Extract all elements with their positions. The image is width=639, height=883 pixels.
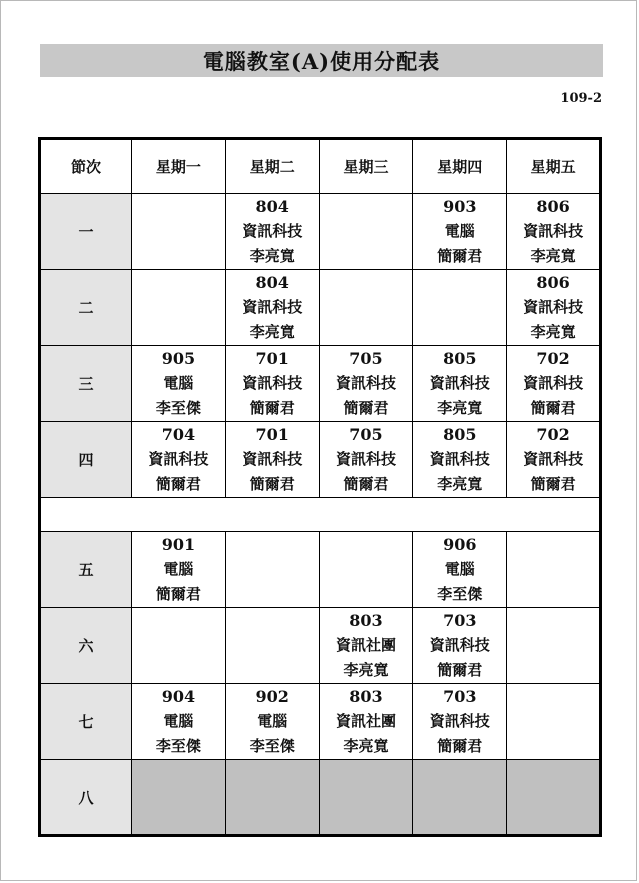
schedule-cell <box>132 194 226 270</box>
schedule-cell <box>225 270 319 346</box>
teacher: 簡爾君 <box>343 475 389 493</box>
schedule-cell <box>132 270 226 346</box>
teacher: 李至傑 <box>155 737 201 755</box>
period-label: 八 <box>40 760 132 836</box>
subject: 資訊科技 <box>429 712 490 730</box>
teacher: 李至傑 <box>249 737 295 755</box>
schedule-cell <box>413 684 507 760</box>
subject: 資訊科技 <box>335 450 396 468</box>
subject: 資訊科技 <box>242 374 303 392</box>
schedule-cell <box>225 684 319 760</box>
teacher: 簡爾君 <box>530 399 576 417</box>
subject: 電腦 <box>257 712 288 730</box>
header-wednesday: 星期三 <box>319 139 413 194</box>
room-number: 902 <box>255 687 289 706</box>
subject: 資訊科技 <box>242 222 303 240</box>
schedule-cell <box>507 532 601 608</box>
room-number: 905 <box>161 349 196 368</box>
subject: 資訊科技 <box>523 298 584 316</box>
teacher: 簡爾君 <box>437 247 483 265</box>
subject: 資訊科技 <box>523 450 584 468</box>
room-number: 703 <box>443 611 477 630</box>
room-number: 701 <box>255 349 289 368</box>
room-number: 704 <box>161 425 196 444</box>
period-label: 五 <box>40 532 132 608</box>
subject: 電腦 <box>444 560 475 578</box>
subject: 資訊科技 <box>429 450 490 468</box>
teacher: 簡爾君 <box>249 399 295 417</box>
schedule-cell <box>507 608 601 684</box>
teacher: 李亮寬 <box>530 247 576 265</box>
teacher: 簡爾君 <box>530 475 576 493</box>
schedule-cell <box>225 346 319 422</box>
subject: 電腦 <box>163 712 194 730</box>
period-label: 三 <box>40 346 132 422</box>
schedule-cell-shaded <box>225 760 319 836</box>
schedule-cell <box>319 194 413 270</box>
schedule-cell <box>413 608 507 684</box>
room-number: 701 <box>255 425 289 444</box>
teacher: 李亮寬 <box>437 475 483 493</box>
subject: 資訊科技 <box>429 374 490 392</box>
teacher: 李亮寬 <box>249 323 295 341</box>
schedule-cell <box>225 532 319 608</box>
schedule-cell <box>225 608 319 684</box>
schedule-cell <box>507 422 601 498</box>
schedule-cell <box>413 270 507 346</box>
table-row <box>40 422 601 498</box>
room-number: 702 <box>536 425 570 444</box>
room-number: 903 <box>443 197 477 216</box>
teacher: 簡爾君 <box>155 585 201 603</box>
schedule-cell <box>132 608 226 684</box>
subject: 資訊社團 <box>335 636 396 654</box>
schedule-cell <box>507 194 601 270</box>
room-number: 703 <box>443 687 477 706</box>
schedule-cell <box>132 532 226 608</box>
subject: 資訊科技 <box>148 450 209 468</box>
subject: 電腦 <box>444 222 475 240</box>
teacher: 李至傑 <box>155 399 201 417</box>
table-row <box>40 270 601 346</box>
room-number: 705 <box>349 425 383 444</box>
period-label: 七 <box>40 684 132 760</box>
schedule-cell <box>507 684 601 760</box>
document-code: 109-2 <box>560 91 602 106</box>
period-label: 一 <box>40 194 132 270</box>
subject: 資訊科技 <box>523 374 584 392</box>
teacher: 李亮寬 <box>530 323 576 341</box>
subject: 電腦 <box>163 560 194 578</box>
schedule-cell <box>319 684 413 760</box>
table-row <box>40 684 601 760</box>
room-number: 806 <box>536 273 570 292</box>
room-number: 803 <box>349 611 383 630</box>
schedule-cell <box>319 422 413 498</box>
room-number: 901 <box>161 535 196 554</box>
period-label: 六 <box>40 608 132 684</box>
schedule-cell <box>132 422 226 498</box>
schedule-cell <box>413 422 507 498</box>
header-row <box>40 139 601 194</box>
subject: 電腦 <box>163 374 194 392</box>
schedule-cell <box>507 346 601 422</box>
room-number: 702 <box>536 349 570 368</box>
schedule-cell <box>319 346 413 422</box>
schedule-cell <box>319 270 413 346</box>
schedule-cell <box>225 194 319 270</box>
teacher: 李至傑 <box>437 585 483 603</box>
schedule-cell <box>225 422 319 498</box>
schedule-cell-shaded <box>319 760 413 836</box>
break-row <box>40 498 601 532</box>
schedule-cell <box>319 608 413 684</box>
teacher: 李亮寬 <box>343 661 389 679</box>
room-number: 805 <box>443 425 477 444</box>
break-cell <box>40 498 601 532</box>
schedule-table <box>38 137 602 837</box>
table-row <box>40 532 601 608</box>
subject: 資訊科技 <box>335 374 396 392</box>
teacher: 李亮寬 <box>249 247 295 265</box>
teacher: 李亮寬 <box>343 737 389 755</box>
subject: 資訊科技 <box>242 450 303 468</box>
room-number: 804 <box>255 197 289 216</box>
header-thursday: 星期四 <box>413 139 507 194</box>
schedule-cell-shaded <box>132 760 226 836</box>
room-number: 705 <box>349 349 383 368</box>
period-label: 二 <box>40 270 132 346</box>
subject: 資訊科技 <box>429 636 490 654</box>
schedule-cell <box>413 532 507 608</box>
header-friday: 星期五 <box>507 139 601 194</box>
header-period: 節次 <box>40 139 132 194</box>
schedule-cell <box>319 532 413 608</box>
schedule-cell <box>132 684 226 760</box>
table-row <box>40 760 601 836</box>
teacher: 簡爾君 <box>155 475 201 493</box>
subject: 資訊社團 <box>335 712 396 730</box>
header-tuesday: 星期二 <box>225 139 319 194</box>
schedule-cell-shaded <box>507 760 601 836</box>
room-number: 804 <box>255 273 289 292</box>
schedule-cell <box>507 270 601 346</box>
teacher: 簡爾君 <box>249 475 295 493</box>
document-title: 電腦教室(A)使用分配表 <box>40 44 603 77</box>
schedule-cell <box>413 194 507 270</box>
table-row <box>40 608 601 684</box>
period-label: 四 <box>40 422 132 498</box>
teacher: 簡爾君 <box>437 737 483 755</box>
room-number: 906 <box>443 535 477 554</box>
teacher: 簡爾君 <box>343 399 389 417</box>
subject: 資訊科技 <box>523 222 584 240</box>
room-number: 803 <box>349 687 383 706</box>
subject: 資訊科技 <box>242 298 303 316</box>
room-number: 806 <box>536 197 570 216</box>
room-number: 904 <box>161 687 196 706</box>
room-number: 805 <box>443 349 477 368</box>
teacher: 李亮寬 <box>437 399 483 417</box>
teacher: 簡爾君 <box>437 661 483 679</box>
table-row <box>40 346 601 422</box>
header-monday: 星期一 <box>132 139 226 194</box>
schedule-cell-shaded <box>413 760 507 836</box>
schedule-cell <box>132 346 226 422</box>
table-row <box>40 194 601 270</box>
schedule-cell <box>413 346 507 422</box>
